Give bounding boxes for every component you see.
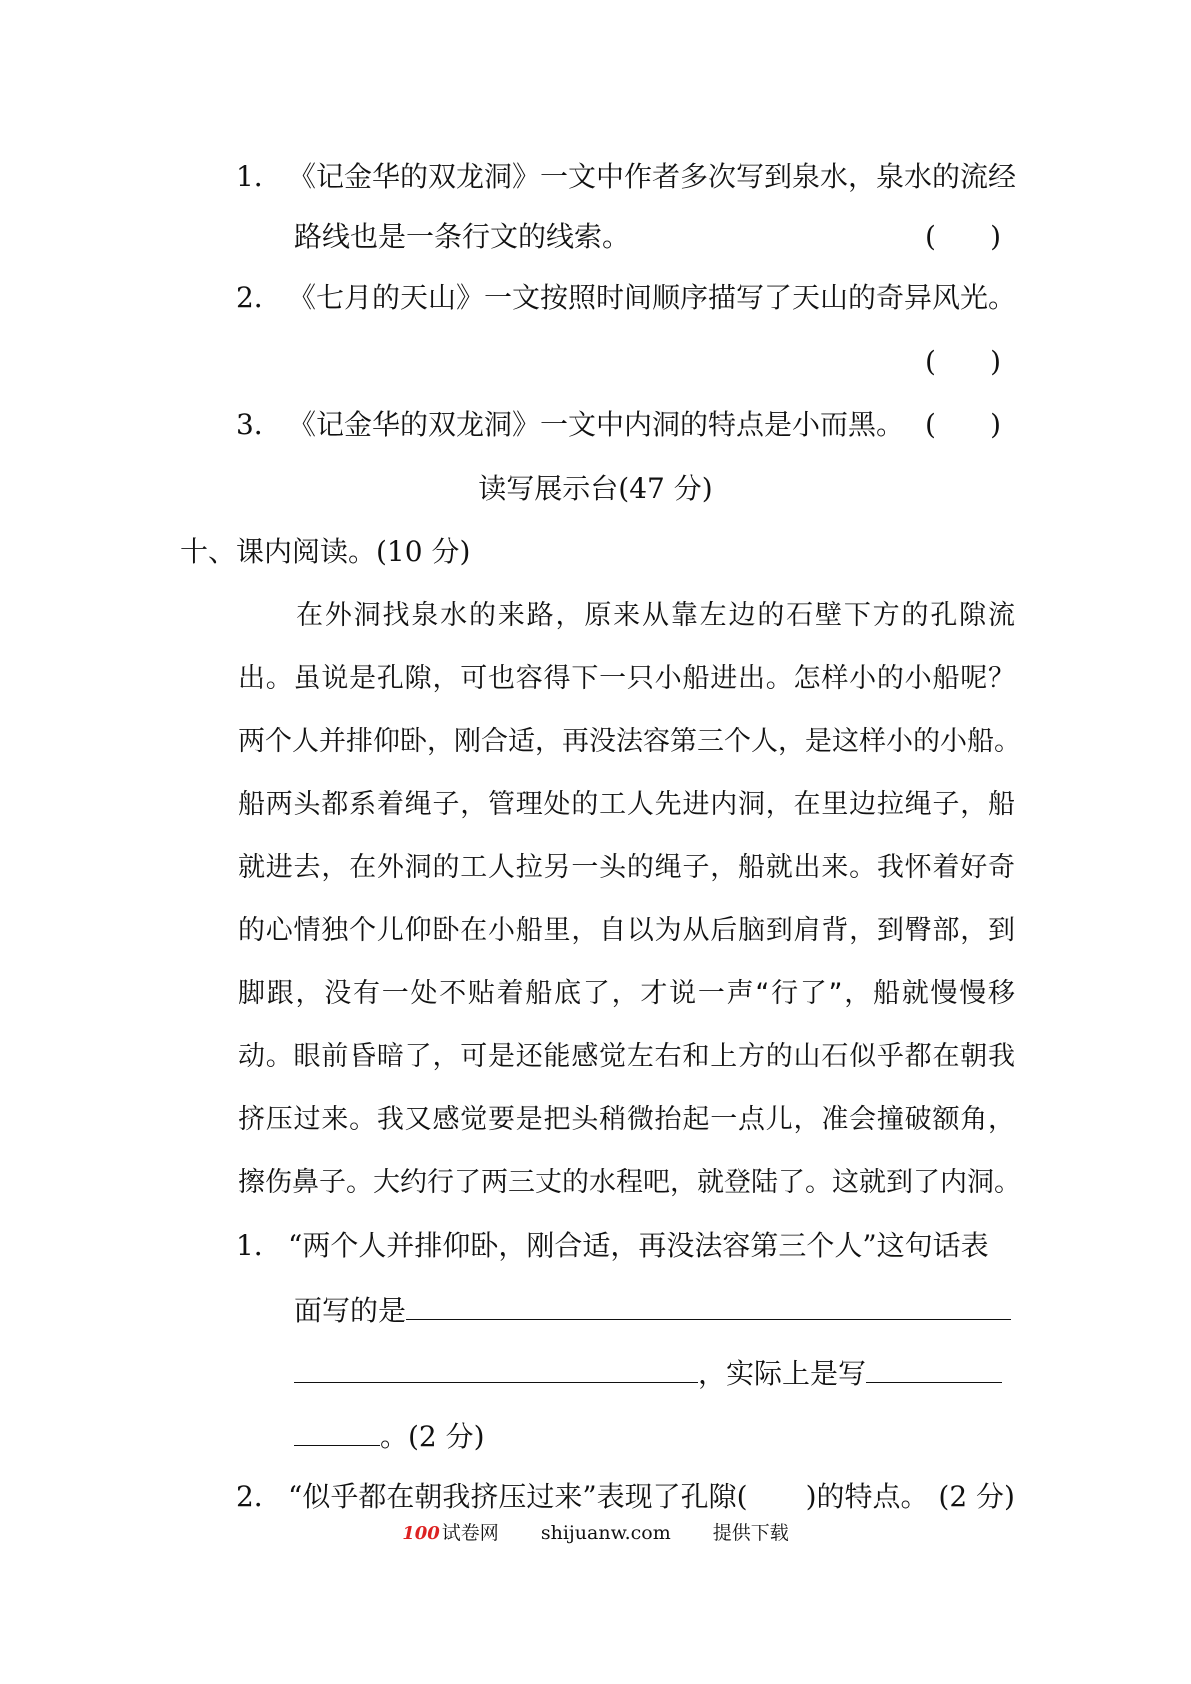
item-number: 1．	[236, 160, 282, 193]
paren-open: (	[925, 220, 936, 253]
item-text: 路线也是一条行文的线索。	[294, 220, 631, 253]
page-footer	[0, 1518, 1191, 1549]
judgment-item-2	[236, 278, 1016, 318]
answer-parentheses-2[interactable]	[925, 342, 1001, 382]
passage-line: 出。虽说是孔隙，可也容得下一只小船进出。怎样小的小船呢？	[238, 663, 1015, 694]
passage-line: 挤压过来。我又感觉要是把头稍微抬起一点儿，准会撞破额角，	[238, 1104, 1015, 1135]
question-text: 。(2 分)	[380, 1420, 485, 1453]
site-name: 试卷网	[441, 1522, 499, 1544]
answer-parentheses-1[interactable]	[925, 217, 1001, 257]
answer-blank[interactable]	[294, 1352, 698, 1383]
item-number: 3．	[236, 408, 282, 441]
question-text: ，实际上是写	[698, 1357, 867, 1390]
answer-parentheses-3[interactable]	[925, 405, 1001, 445]
item-number: 2．	[236, 1480, 282, 1513]
sub-question-1-line3	[294, 1352, 1002, 1394]
judgment-item-1	[236, 157, 1016, 197]
sub-question-1-line2	[294, 1289, 1011, 1331]
question-text: “似乎都在朝我挤压过来”表现了孔隙(	[288, 1480, 748, 1513]
paren-open: (	[925, 408, 936, 441]
passage-line: 船两头都系着绳子，管理处的工人先进内洞，在里边拉绳子，船	[238, 789, 1015, 820]
answer-blank[interactable]	[294, 1415, 380, 1446]
item-number: 2．	[236, 281, 282, 314]
sub-question-2-score: (2 分)	[938, 1480, 1015, 1513]
question-text: )的特点。	[805, 1480, 929, 1513]
judgment-item-1-continued	[294, 217, 630, 257]
answer-blank[interactable]	[866, 1352, 1002, 1383]
passage-line: 在外洞找泉水的来路，原来从靠左边的石壁下方的孔隙流	[296, 600, 1015, 631]
passage-line: 擦伤鼻子。大约行了两三丈的水程吧，就登陆了。这就到了内洞。	[238, 1167, 1021, 1198]
judgment-item-3	[236, 405, 904, 445]
passage-line: 动。眼前昏暗了，可是还能感觉左右和上方的山石似乎都在朝我	[238, 1041, 1015, 1072]
question-text: 面写的是	[294, 1294, 407, 1327]
paren-close: )	[990, 345, 1001, 378]
item-number: 1．	[236, 1229, 282, 1262]
question-10-heading: 十、课内阅读。(10 分)	[180, 535, 471, 568]
passage-line: 脚跟，没有一处不贴着船底了，才说一声“行了”，船就慢慢移	[238, 978, 1015, 1009]
paren-open: (	[925, 345, 936, 378]
paren-close: )	[990, 408, 1001, 441]
item-text: 《记金华的双龙洞》一文中内洞的特点是小而黑。	[288, 408, 905, 441]
passage-line: 两个人并排仰卧，刚合适，再没法容第三个人，是这样小的小船。	[238, 726, 1021, 757]
sub-question-1-line4	[294, 1415, 485, 1457]
passage-line: 就进去，在外洞的工人拉另一头的绳子，船就出来。我怀着好奇	[238, 852, 1015, 883]
paren-close: )	[990, 220, 1001, 253]
answer-blank[interactable]	[406, 1289, 1011, 1320]
item-text: 《七月的天山》一文按照时间顺序描写了天山的奇异风光。	[288, 281, 1017, 314]
sub-question-2	[236, 1477, 929, 1517]
item-text: 《记金华的双龙洞》一文中作者多次写到泉水，泉水的流经	[288, 160, 1017, 193]
sub-question-1	[236, 1226, 989, 1266]
question-text: “两个人并排仰卧，刚合适，再没法容第三个人”这句话表	[288, 1229, 989, 1262]
footer-note: 提供下载	[712, 1522, 789, 1544]
site-domain[interactable]: shijuanw.com	[540, 1522, 671, 1544]
passage-line: 的心情独个儿仰卧在小船里，自以为从后脑到肩背，到臀部，到	[238, 915, 1015, 946]
section-title: 读写展示台(47 分)	[478, 472, 713, 505]
site-logo: 100	[402, 1523, 440, 1544]
